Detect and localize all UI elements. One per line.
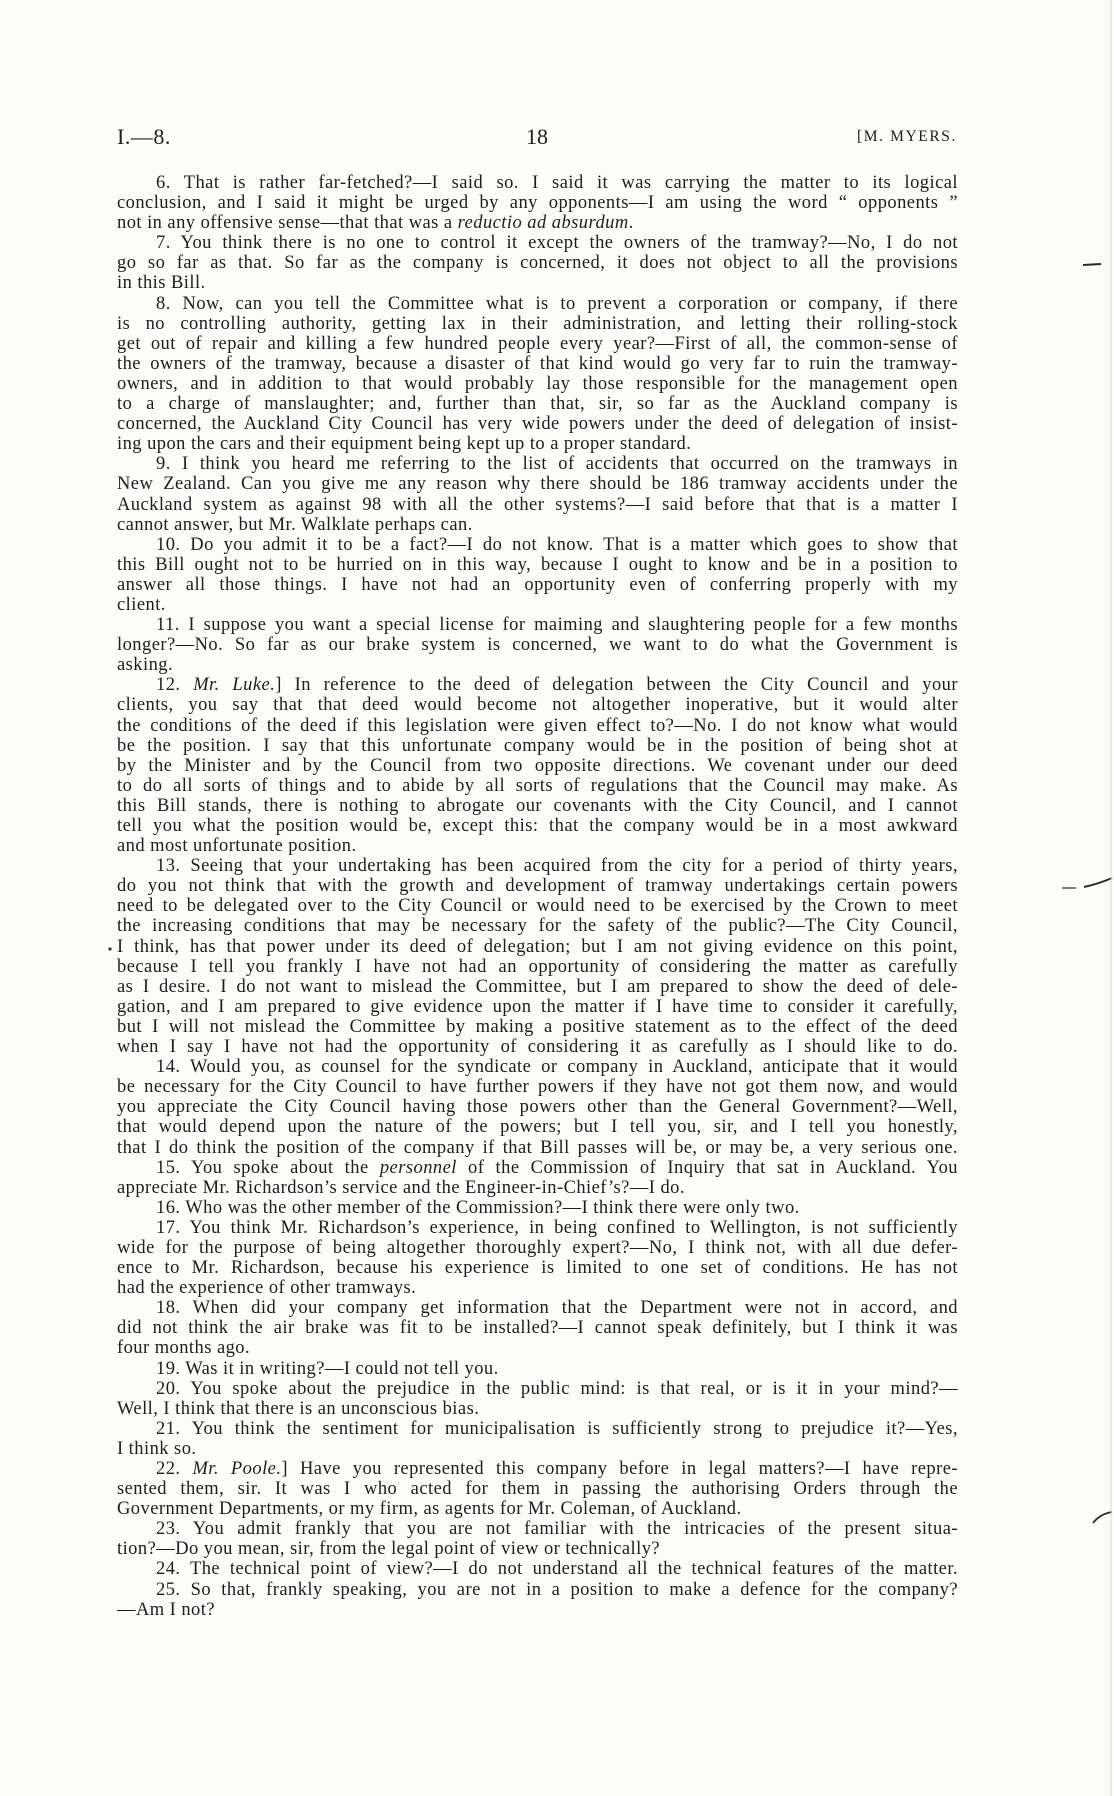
text-line: 9. I think you heard me referring to the list of accidents that occurred on the tramways in — [156, 454, 958, 475]
page-header — [0, 124, 1114, 154]
text-line: 17. You think Mr. Richardson’s experience, in being confined to Wellington, is not sufficiently — [156, 1217, 958, 1238]
text-line: the owners of the tramway, because a disaster of that kind would go very far to ruin the tramway- — [117, 353, 958, 374]
text-line: need to be delegated over to the City Council or would need to be exercised by the Crown to meet — [117, 896, 958, 917]
text-line: 10. Do you admit it to be a fact?—I do not know. That is a matter which goes to show that — [156, 534, 958, 555]
text-line: because I tell you frankly I have not had an opportunity of considering the matter as carefully — [117, 956, 958, 977]
text-line: in this Bill. — [117, 273, 206, 294]
text-line: 8. Now, can you tell the Committee what is to prevent a corporation or company, if there — [156, 293, 958, 314]
text-line: is no controlling authority, getting lax in their administration, and letting their rolling-stock — [117, 313, 958, 334]
text-line: 6. That is rather far-fetched?—I said so. I said it was carrying the matter to its logical — [156, 173, 958, 193]
text-line: wide for the purpose of being altogether thoroughly expert?—No, I think not, with all due defer- — [117, 1237, 958, 1258]
text-line: when I say I have not had the opportunity of considering it as carefully as I should like to do. — [117, 1037, 958, 1058]
text-line: conclusion, and I said it might be urged by any opponents—I am using the word “ opponents ” — [117, 193, 958, 214]
text-line — [117, 213, 958, 233]
evidence-transcript — [117, 173, 958, 1620]
qa-paragraph — [117, 1158, 958, 1198]
text-line: concerned, the Auckland City Council has very wide powers under the deed of delegation of insist- — [117, 414, 958, 435]
text-line: 23. You admit frankly that you are not familiar with the intricacies of the present situa- — [156, 1519, 958, 1540]
text-line: to do all sorts of things and to abide by all sorts of regulations that the Council may make. As — [117, 775, 958, 796]
text-run: ] In reference to the deed of delegation between the City Council and your — [275, 675, 958, 696]
text-line: four months ago. — [117, 1338, 251, 1359]
text-line: 19. Was it in writing?—I could not tell you. — [156, 1358, 499, 1379]
text-line: 18. When did your company get information that the Department were not in accord, and — [156, 1298, 958, 1319]
text-line: that I do think the position of the company if that Bill passes will be, or may be, a very serious one. — [117, 1137, 958, 1158]
text-line: be the position. I say that this unfortunate company would be in the position of being shot at — [117, 735, 958, 756]
text-line: I think, has that power under its deed of delegation; but I am not giving evidence on this point, — [117, 936, 958, 957]
qa-paragraph — [117, 856, 958, 1057]
qa-paragraph — [117, 535, 958, 615]
text-line: clients, you say that that deed would become not altogether inoperative, but it would alter — [117, 695, 958, 716]
text-line: 25. So that, frankly speaking, you are not in a position to make a defence for the company? — [156, 1579, 958, 1600]
text-line: New Zealand. Can you give me any reason why there should be 186 tramway accidents under the — [117, 474, 958, 495]
document-reference: I.—8. — [117, 124, 171, 149]
text-line: you appreciate the City Council having those powers other than the General Government?—Well, — [117, 1097, 958, 1118]
text-line: 13. Seeing that your undertaking has been acquired from the city for a period of thirty years, — [156, 856, 958, 877]
text-line: —Am I not? — [117, 1599, 216, 1620]
text-line: tion?—Do you mean, sir, from the legal point of view or technically? — [117, 1539, 661, 1560]
text-line: the increasing conditions that may be necessary for the safety of the public?—The City Council, — [117, 916, 958, 937]
text-run: 12. — [156, 675, 194, 696]
margin-mark — [1083, 264, 1101, 265]
text-line: I think so. — [117, 1438, 197, 1459]
text-line: cannot answer, but Mr. Walklate perhaps can. — [117, 514, 473, 535]
margin-dot — [108, 947, 111, 950]
qa-paragraph — [117, 1559, 958, 1579]
italic-text: reductio ad absurdum — [457, 213, 629, 234]
text-line: did not think the air brake was fit to be installed?—I cannot speak definitely, but I think it was — [117, 1318, 958, 1339]
italic-text: Mr. Luke. — [193, 675, 276, 696]
text-run: 15. You spoke about the — [156, 1157, 380, 1178]
text-line: this Bill ought not to be hurried on in this way, because I ought to know and be in a position to — [117, 554, 958, 575]
text-line — [117, 1158, 958, 1178]
text-line: by the Minister and by the Council from two opposite directions. We covenant under our deed — [117, 755, 958, 776]
qa-paragraph — [117, 454, 958, 534]
text-line: asking. — [117, 655, 174, 676]
text-line: sented them, sir. It was I who acted for them in passing the authorising Orders through the — [117, 1479, 958, 1500]
qa-paragraph — [117, 1198, 958, 1218]
qa-paragraph — [117, 1218, 958, 1298]
text-line: longer?—No. So far as our brake system is concerned, we want to do what the Government is — [117, 635, 958, 656]
text-line: Well, I think that there is an unconscious bias. — [117, 1398, 480, 1419]
text-line: 14. Would you, as counsel for the syndicate or company in Auckland, anticipate that it would — [156, 1057, 958, 1078]
text-run: not in any offensive sense—that that was a — [117, 213, 458, 234]
margin-mark — [1084, 878, 1112, 887]
text-line: tell you what the position would be, except this: that the company would be in a most awkward — [117, 816, 958, 836]
witness-name: [M. MYERS. — [857, 128, 957, 145]
text-line: client. — [117, 594, 166, 615]
italic-text: personnel — [379, 1157, 457, 1178]
margin-mark — [1093, 1512, 1112, 1523]
qa-paragraph — [117, 173, 958, 233]
text-line: 11. I suppose you want a special license for maiming and slaughtering people for a few months — [156, 615, 958, 636]
text-line: had the experience of other tramways. — [117, 1278, 417, 1299]
text-line: go so far as that. So far as the company is concerned, it does not object to all the provisions — [117, 253, 958, 274]
qa-paragraph — [117, 675, 958, 856]
qa-paragraph — [117, 1298, 958, 1358]
qa-paragraph — [117, 1519, 958, 1559]
text-line: this Bill stands, there is nothing to abrogate our covenants with the City Council, and I cannot — [117, 795, 958, 816]
text-line: Auckland system as against 98 with all the other systems?—I said before that that is a matter I — [117, 494, 958, 515]
qa-paragraph — [117, 1057, 958, 1157]
text-line: get out of repair and killing a few hundred people every year?—First of all, the common-sense of — [117, 333, 958, 354]
qa-paragraph — [117, 1419, 958, 1459]
text-line: be necessary for the City Council to have further powers if they have not got them now, and would — [117, 1077, 958, 1098]
text-line: appreciate Mr. Richardson’s service and the Engineer-in-Chief’s?—I do. — [117, 1177, 685, 1198]
text-line: ing upon the cars and their equipment being kept up to a proper standard. — [117, 434, 692, 455]
qa-paragraph — [117, 233, 958, 293]
text-line: 16. Who was the other member of the Commission?—I think there were only two. — [156, 1197, 800, 1218]
text-line — [117, 675, 958, 695]
text-run: ] Have you represented this company before in legal matters?—I have repre- — [281, 1459, 958, 1479]
text-line: do you not think that with the growth and development of tramway undertakings certain powers — [117, 876, 958, 897]
text-line: Government Departments, or my firm, as agents for Mr. Coleman, of Auckland. — [117, 1499, 742, 1520]
qa-paragraph — [117, 1379, 958, 1419]
text-line: to a charge of manslaughter; and, further than that, sir, so far as the Auckland company is — [117, 394, 958, 415]
text-line: ence to Mr. Richardson, because his experience is limited to one set of conditions. He has not — [117, 1258, 958, 1279]
qa-paragraph — [117, 1580, 958, 1620]
qa-paragraph — [117, 615, 958, 675]
italic-text: Mr. Poole. — [192, 1459, 282, 1479]
text-line: answer all those things. I have not had an opportunity even of conferring properly with my — [117, 574, 958, 595]
text-run: of the Commission of Inquiry that sat in Auckland. You — [456, 1157, 958, 1178]
qa-paragraph — [117, 1459, 958, 1519]
qa-paragraph — [117, 1359, 958, 1379]
text-line: gation, and I am prepared to give evidence upon the matter if I have time to consider it carefully, — [117, 996, 958, 1017]
text-line: that would depend upon the nature of the powers; but I tell you, sir, and I tell you honestly, — [117, 1117, 958, 1138]
text-line: 24. The technical point of view?—I do not understand all the technical features of the matter. — [156, 1559, 958, 1580]
text-line: 21. You think the sentiment for municipalisation is sufficiently strong to prejudice it?—Yes, — [156, 1418, 958, 1439]
text-line — [117, 1459, 958, 1479]
text-line: owners, and in addition to that would probably lay those responsible for the management open — [117, 373, 958, 394]
text-line: and most unfortunate position. — [117, 836, 357, 857]
text-line: the conditions of the deed if this legislation were given effect to?—No. I do not know what would — [117, 715, 958, 736]
text-run: 22. — [156, 1459, 193, 1479]
page-number: 18 — [526, 124, 548, 149]
qa-paragraph — [117, 294, 958, 455]
text-line: as I desire. I do not want to mislead the Committee, but I am prepared to show the deed of dele- — [117, 976, 958, 997]
text-run: . — [628, 213, 634, 234]
text-line: but I will not mislead the Committee by making a positive statement as to the effect of the deed — [117, 1016, 958, 1037]
text-line: 20. You spoke about the prejudice in the public mind: is that real, or is it in your mind?— — [156, 1378, 958, 1399]
text-line: 7. You think there is no one to control it except the owners of the tramway?—No, I do not — [156, 233, 958, 254]
